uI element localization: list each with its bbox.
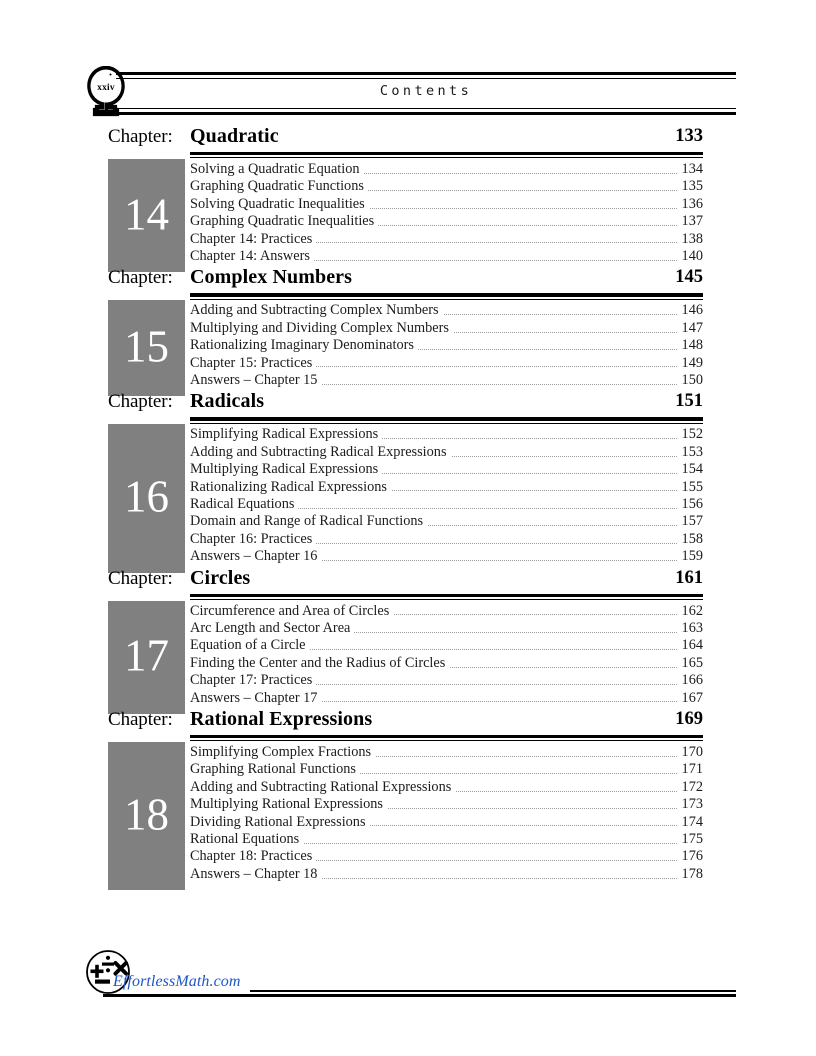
footer-brand[interactable]: EffortlessMath.com	[113, 973, 241, 990]
toc-entry-title: Rational Equations	[190, 831, 303, 847]
chapter-number: 17	[124, 630, 169, 681]
chapter-body	[0, 742, 816, 885]
chapter-body	[0, 601, 816, 709]
chapter-page-number: 145	[675, 267, 703, 288]
toc-entry-page: 173	[678, 796, 703, 813]
toc-entry-page: 157	[678, 513, 703, 530]
chapter-number-badge	[108, 300, 185, 396]
chapter-number: 16	[124, 472, 169, 523]
chapter-number: 18	[124, 789, 169, 840]
chapter-rule-thick	[190, 152, 703, 155]
toc-entry-page: 136	[678, 196, 703, 213]
toc-entry-title: Adding and Subtracting Complex Numbers	[190, 302, 443, 318]
toc-entry-page: 153	[678, 444, 703, 461]
chapter-rule	[190, 735, 703, 742]
chapter-heading	[108, 126, 703, 152]
chapter-number-badge	[108, 159, 185, 272]
toc-entry-title: Chapter 16: Practices	[190, 531, 316, 547]
chapter-number: 15	[124, 321, 169, 372]
toc-entry-title: Solving Quadratic Inequalities	[190, 196, 369, 212]
toc-entry-page: 162	[678, 603, 703, 620]
page-footer	[0, 948, 816, 1010]
chapter-heading	[108, 267, 703, 293]
toc-entry[interactable]	[190, 372, 703, 389]
chapter-label: Chapter:	[108, 567, 173, 589]
toc-entry-title: Chapter 14: Practices	[190, 231, 316, 247]
toc-entry-page: 134	[678, 161, 703, 178]
toc-entry[interactable]	[190, 655, 703, 672]
chapter-page-number: 169	[675, 708, 703, 729]
toc-entry-page: 135	[678, 178, 703, 195]
toc-entry-page: 140	[678, 248, 703, 265]
toc-entry[interactable]	[190, 161, 703, 178]
chapter-title[interactable]: Radicals	[190, 390, 265, 413]
toc-entry-page: 149	[678, 355, 703, 372]
chapter-rule-thick	[190, 735, 703, 738]
toc-entry[interactable]	[190, 302, 703, 319]
chapter-heading	[108, 709, 703, 735]
chapter-page-number: 133	[675, 126, 703, 146]
chapter-heading	[108, 568, 703, 594]
chapter-label: Chapter:	[108, 708, 173, 730]
toc-entry-title: Equation of a Circle	[190, 637, 310, 653]
toc-entry[interactable]	[190, 814, 703, 831]
toc-entry-page: 138	[678, 231, 703, 248]
toc-entry-page: 174	[678, 814, 703, 831]
chapter-rule	[190, 594, 703, 601]
header-rules	[116, 72, 736, 116]
toc-entry[interactable]	[190, 548, 703, 565]
toc-entry-title: Answers – Chapter 15	[190, 372, 321, 388]
toc-entry[interactable]	[190, 690, 703, 707]
toc-entry[interactable]	[190, 461, 703, 478]
chapter-title[interactable]: Complex Numbers	[190, 266, 353, 289]
toc-entry-title: Graphing Rational Functions	[190, 761, 360, 777]
toc-entry-title: Rationalizing Radical Expressions	[190, 479, 391, 495]
toc-entry[interactable]	[190, 426, 703, 443]
toc-entry[interactable]	[190, 337, 703, 354]
toc-entry-title: Chapter 17: Practices	[190, 672, 316, 688]
toc-entry-page: 163	[678, 620, 703, 637]
toc-entry-title: Multiplying Rational Expressions	[190, 796, 387, 812]
chapter-section	[0, 568, 816, 709]
table-of-contents	[0, 126, 816, 885]
toc-entry-page: 175	[678, 831, 703, 848]
toc-entry-title: Answers – Chapter 16	[190, 548, 321, 564]
chapter-body	[0, 159, 816, 267]
header-rule-bottom-thick	[116, 112, 736, 115]
toc-entry[interactable]	[190, 196, 703, 213]
chapter-section	[0, 267, 816, 391]
toc-entry-page: 152	[678, 426, 703, 443]
toc-entry-title: Chapter 14: Answers	[190, 248, 314, 264]
toc-entry-title: Answers – Chapter 17	[190, 690, 321, 706]
toc-entry-title: Multiplying and Dividing Complex Numbers	[190, 320, 453, 336]
chapter-rule	[190, 293, 703, 300]
chapter-page-number: 151	[675, 391, 703, 412]
page-title: Contents	[379, 83, 473, 99]
toc-entry-title: Radical Equations	[190, 496, 298, 512]
header-rule-bottom-thin	[116, 108, 736, 109]
toc-entry-title: Finding the Center and the Radius of Circles	[190, 655, 449, 671]
chapter-page-number: 161	[675, 567, 703, 588]
toc-entry-page: 178	[678, 866, 703, 883]
toc-entry[interactable]	[190, 531, 703, 548]
toc-entry[interactable]	[190, 603, 703, 620]
toc-entry-page: 165	[678, 655, 703, 672]
chapter-number-badge	[108, 601, 185, 714]
toc-entry[interactable]	[190, 848, 703, 865]
chapter-title[interactable]: Quadratic	[190, 125, 279, 147]
toc-entry-page: 164	[678, 637, 703, 654]
page-header	[0, 66, 816, 122]
toc-entry-page: 155	[678, 479, 703, 496]
chapter-rule	[190, 417, 703, 424]
chapter-section	[0, 126, 816, 267]
chapter-number-badge	[108, 742, 185, 890]
toc-entry[interactable]	[190, 831, 703, 848]
toc-entry[interactable]	[190, 779, 703, 796]
footer-rule-thin	[250, 990, 736, 992]
chapter-entry-list	[190, 742, 703, 883]
toc-entry-title: Simplifying Complex Fractions	[190, 744, 375, 760]
chapter-label: Chapter:	[108, 126, 173, 147]
chapter-body	[0, 424, 816, 567]
toc-entry-page: 166	[678, 672, 703, 689]
toc-entry-page: 147	[678, 320, 703, 337]
chapter-rule-thick	[190, 594, 703, 597]
chapter-label: Chapter:	[108, 267, 173, 289]
chapter-number-badge	[108, 424, 185, 572]
chapter-rule-thick	[190, 293, 703, 296]
toc-entry[interactable]	[190, 637, 703, 654]
toc-entry-page: 158	[678, 531, 703, 548]
toc-entry-page: 146	[678, 302, 703, 319]
toc-entry-title: Graphing Quadratic Inequalities	[190, 213, 378, 229]
chapter-body	[0, 300, 816, 391]
toc-entry[interactable]	[190, 231, 703, 248]
chapter-number: 14	[124, 189, 169, 240]
toc-entry[interactable]	[190, 866, 703, 883]
toc-entry[interactable]	[190, 496, 703, 513]
chapter-heading	[108, 391, 703, 417]
toc-entry[interactable]	[190, 620, 703, 637]
toc-entry-title: Domain and Range of Radical Functions	[190, 513, 427, 529]
toc-entry-title: Multiplying Radical Expressions	[190, 461, 382, 477]
page-number: xxiv	[97, 83, 115, 93]
toc-entry[interactable]	[190, 444, 703, 461]
header-rule-top-thick	[116, 72, 736, 75]
chapter-section	[0, 391, 816, 567]
toc-entry-title: Chapter 18: Practices	[190, 848, 316, 864]
footer-rule-thick	[103, 994, 736, 997]
chapter-entry-list	[190, 300, 703, 389]
toc-entry[interactable]	[190, 744, 703, 761]
chapter-label: Chapter:	[108, 391, 173, 413]
toc-entry[interactable]	[190, 178, 703, 195]
toc-entry-page: 137	[678, 213, 703, 230]
toc-entry-title: Arc Length and Sector Area	[190, 620, 354, 636]
toc-entry[interactable]	[190, 213, 703, 230]
toc-entry[interactable]	[190, 796, 703, 813]
toc-entry-page: 167	[678, 690, 703, 707]
chapter-section	[0, 709, 816, 885]
chapter-rule	[190, 152, 703, 159]
toc-entry[interactable]	[190, 320, 703, 337]
toc-entry-page: 171	[678, 761, 703, 778]
toc-entry-page: 176	[678, 848, 703, 865]
toc-entry-title: Answers – Chapter 18	[190, 866, 321, 882]
header-rule-top-thin	[116, 78, 736, 79]
toc-entry-page: 154	[678, 461, 703, 478]
toc-entry-title: Graphing Quadratic Functions	[190, 178, 368, 194]
toc-entry-title: Adding and Subtracting Radical Expressions	[190, 444, 451, 460]
toc-entry[interactable]	[190, 761, 703, 778]
toc-entry-title: Chapter 15: Practices	[190, 355, 316, 371]
toc-entry[interactable]	[190, 479, 703, 496]
toc-entry[interactable]	[190, 355, 703, 372]
toc-entry-title: Simplifying Radical Expressions	[190, 426, 382, 442]
chapter-title[interactable]: Rational Expressions	[190, 707, 373, 730]
toc-entry-page: 159	[678, 548, 703, 565]
toc-entry[interactable]	[190, 513, 703, 530]
chapter-rule-thick	[190, 417, 703, 420]
chapter-entry-list	[190, 424, 703, 565]
toc-entry-page: 156	[678, 496, 703, 513]
toc-entry-page: 170	[678, 744, 703, 761]
toc-entry[interactable]	[190, 248, 703, 265]
chapter-entry-list	[190, 159, 703, 265]
toc-entry-title: Rationalizing Imaginary Denominators	[190, 337, 418, 353]
chapter-entry-list	[190, 601, 703, 707]
toc-entry[interactable]	[190, 672, 703, 689]
chapter-title[interactable]: Circles	[190, 566, 251, 589]
toc-entry-title: Circumference and Area of Circles	[190, 603, 393, 619]
toc-entry-page: 148	[678, 337, 703, 354]
toc-entry-page: 172	[678, 779, 703, 796]
toc-entry-page: 150	[678, 372, 703, 389]
toc-entry-title: Adding and Subtracting Rational Expressions	[190, 779, 455, 795]
toc-entry-title: Dividing Rational Expressions	[190, 814, 370, 830]
toc-entry-title: Solving a Quadratic Equation	[190, 161, 364, 177]
